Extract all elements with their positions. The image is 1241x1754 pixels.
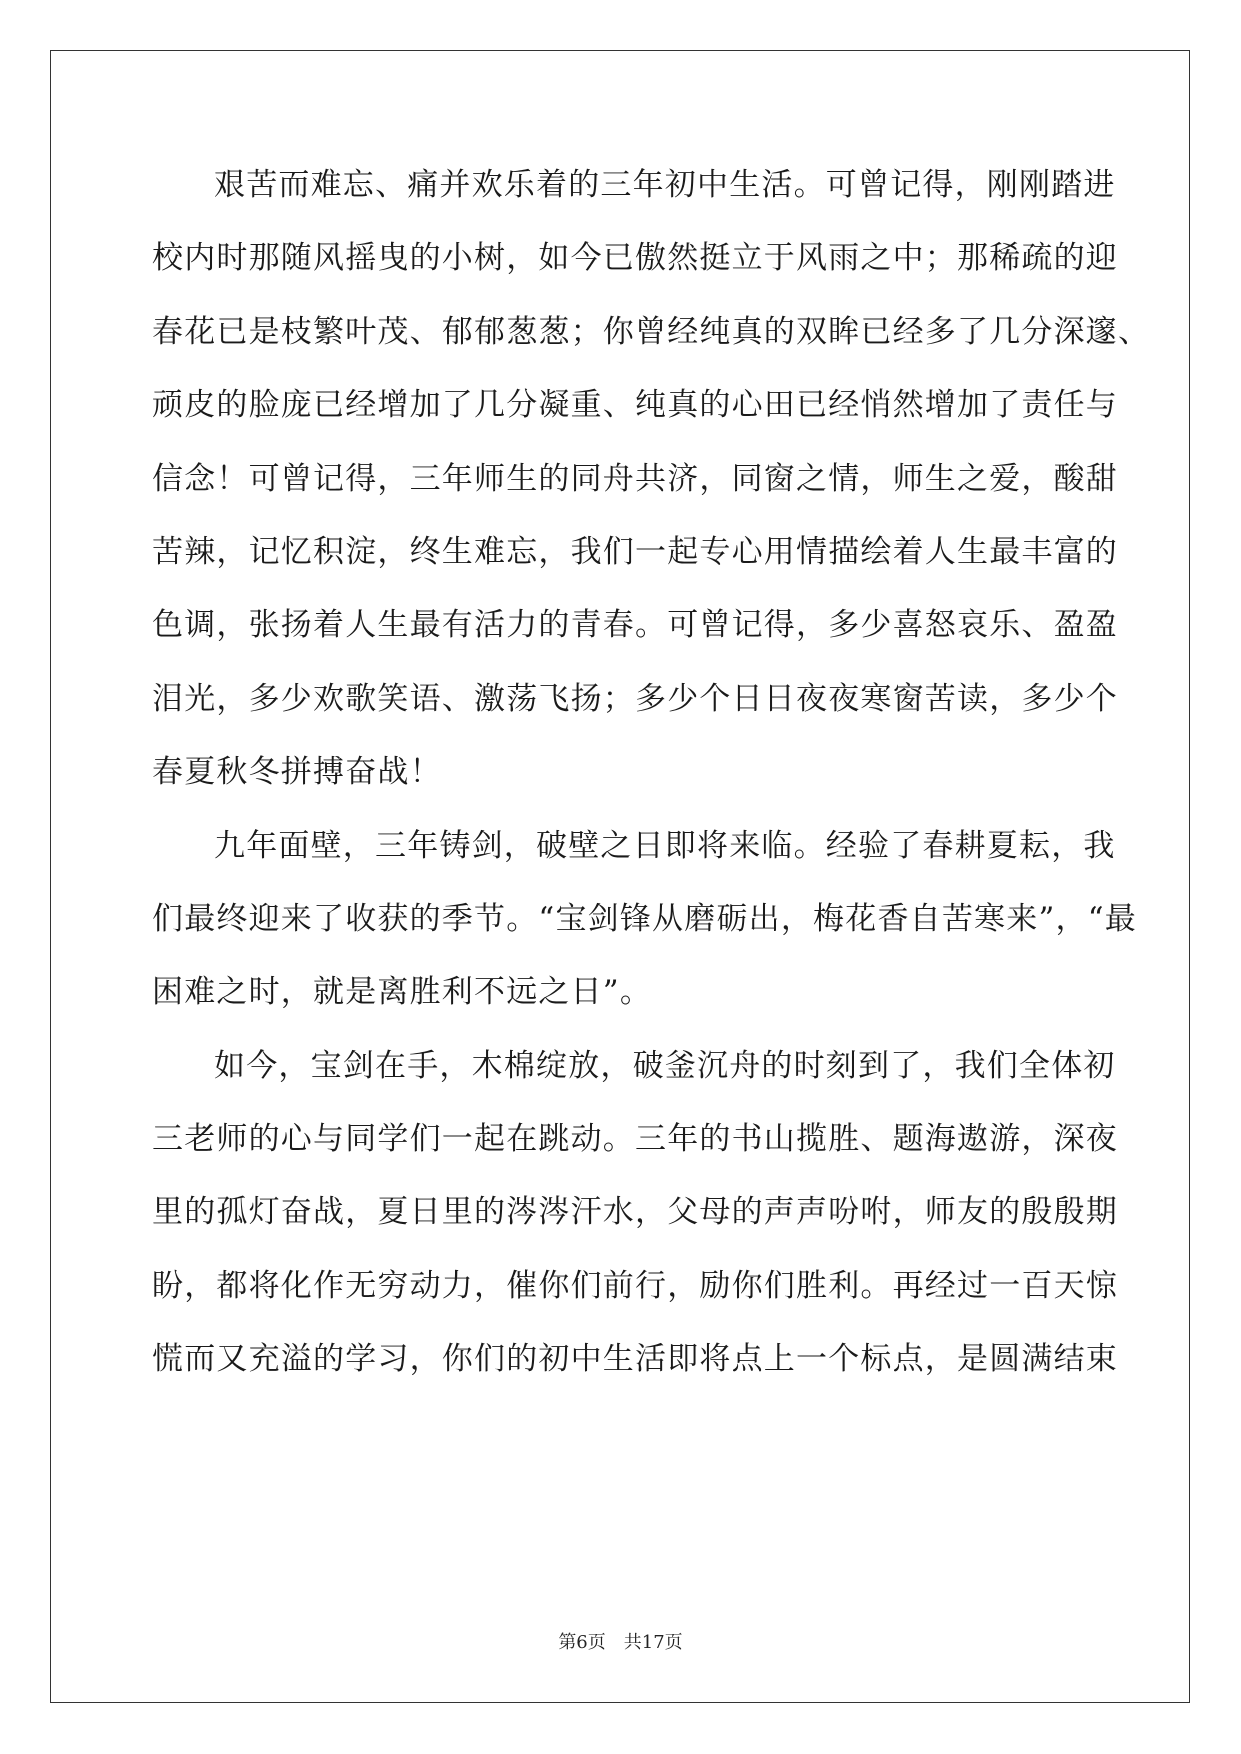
page-footer [0, 1628, 1241, 1654]
text-line: 春夏秋冬拼搏奋战！ [152, 754, 442, 791]
page-number-label: 第6页 共17页 [558, 1632, 683, 1653]
text-line: 如今，宝剑在手，木棉绽放，破釜沉舟的时刻到了，我们全体初 [214, 1047, 1116, 1084]
text-line: 里的孤灯奋战，夏日里的涔涔汗水，父母的声声吩咐，师友的殷殷期 [152, 1194, 1118, 1231]
text-line: 泪光，多少欢歌笑语、激荡飞扬；多少个日日夜夜寒窗苦读，多少个 [152, 680, 1118, 717]
text-line: 艰苦而难忘、痛并欢乐着的三年初中生活。可曾记得，刚刚踏进 [214, 167, 1116, 203]
text-line: 们最终迎来了收获的季节。“宝剑锋从磨砺出，梅花香自苦寒来”，“最 [152, 900, 1137, 937]
text-line: 慌而又充溢的学习，你们的初中生活即将点上一个标点，是圆满结束 [152, 1341, 1118, 1378]
text-line: 色调，张扬着人生最有活力的青春。可曾记得，多少喜怒哀乐、盈盈 [152, 607, 1118, 644]
text-line: 校内时那随风摇曳的小树，如今已傲然挺立于风雨之中；那稀疏的迎 [152, 240, 1118, 277]
text-line: 春花已是枝繁叶茂、郁郁葱葱；你曾经纯真的双眸已经多了几分深邃、 [152, 313, 1151, 350]
text-line: 盼，都将化作无穷动力，催你们前行，励你们胜利。再经过一百天惊 [152, 1267, 1118, 1304]
text-line: 三老师的心与同学们一起在跳动。三年的书山揽胜、题海遨游，深夜 [152, 1121, 1118, 1158]
text-line: 信念！可曾记得，三年师生的同舟共济，同窗之情，师生之爱，酸甜 [152, 460, 1118, 497]
text-line: 苦辣，记忆积淀，终生难忘，我们一起专心用情描绘着人生最丰富的 [152, 533, 1118, 570]
text-line: 九年面壁，三年铸剑，破壁之日即将来临。经验了春耕夏耘，我 [214, 827, 1116, 864]
text-line: 困难之时，就是离胜利不远之日”。 [152, 974, 653, 1011]
text-line: 顽皮的脸庞已经增加了几分凝重、纯真的心田已经悄然增加了责任与 [152, 387, 1118, 424]
document-body [152, 160, 1151, 1408]
